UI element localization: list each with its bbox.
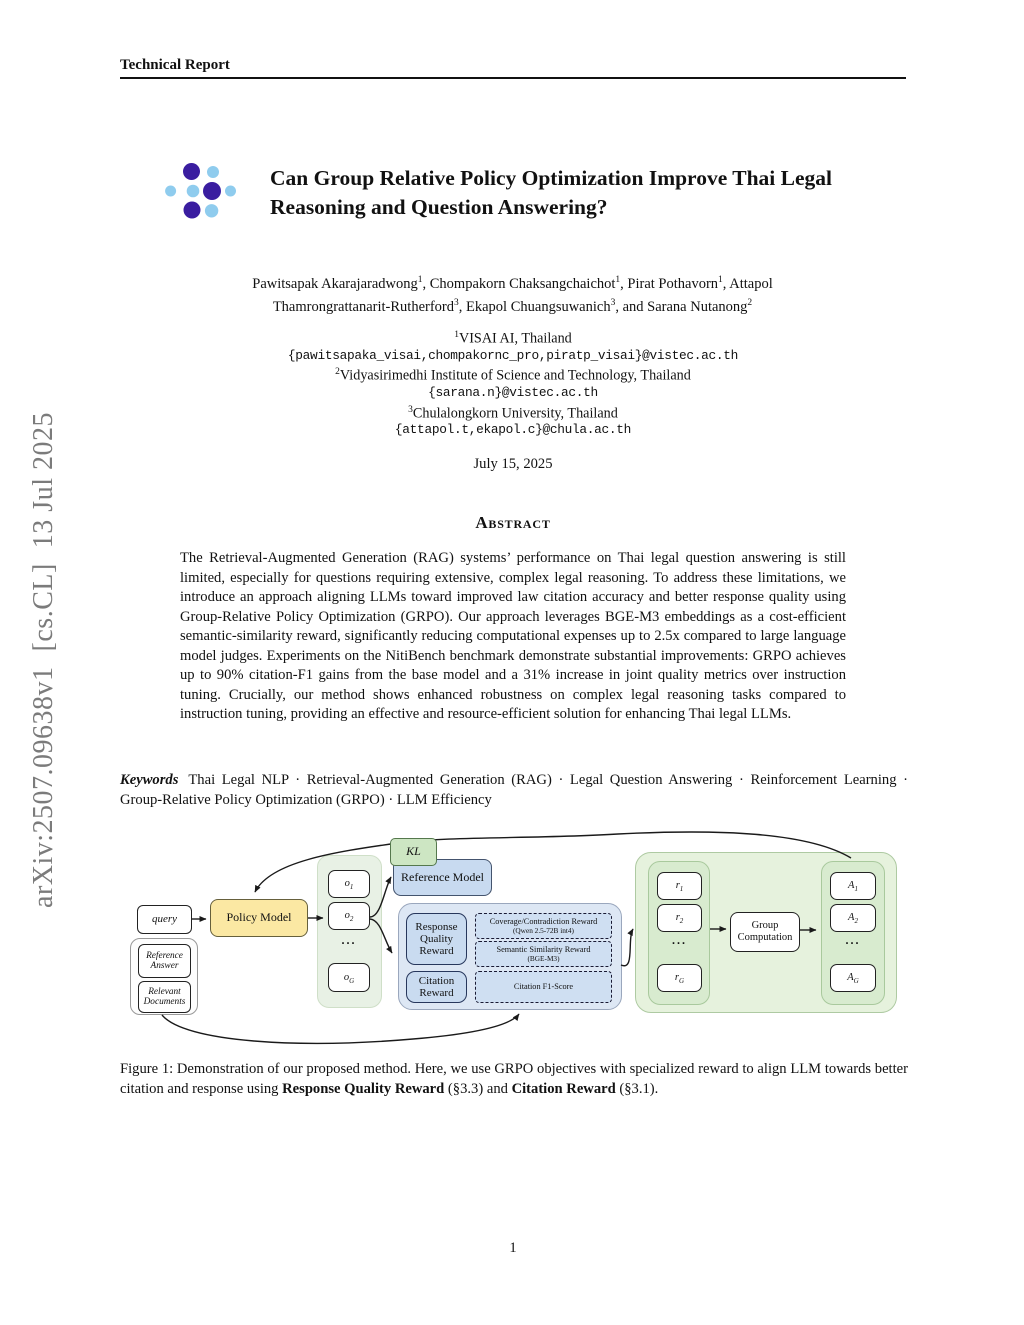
arrow-output-to-reference-model <box>370 877 391 917</box>
output-oG-box: $o_G$ <box>328 963 370 992</box>
figure-caption <box>120 1060 908 1099</box>
abstract-text: The Retrieval-Augmented Generation (RAG) systems’ performance on Thai legal question answering is still limited, especially for questions requiring extensive, complex legal reasoning. To address these limitations, we introduce an approach aligning LLMs toward improved law citation accuracy and better response quality using Group-Relative Policy Optimization (GRPO). Our approach leverages BGE-M3 embeddings as a cost-efficient semantic-similarity reward, significantly reducing computational expenses up to 2.5x compared to large language model judges. Experiments on the NitiBench benchmark demonstrate substantial improvements: GRPO achieves up to 90% citation-F1 gains from the base model and a 31% increase in joint quality metrics over instruction tuning. Crucially, our method shows enhanced robustness on complex legal reasoning tasks compared to instruction tuning, providing an effective and resource-efficient solution for enhancing Thai legal LLMs. <box>180 550 846 723</box>
advantage-a1-box: $A_1$ <box>830 872 876 900</box>
visai-logo-icon <box>158 156 240 222</box>
rewards-ellipsis: ... <box>672 933 687 948</box>
author-name: , Attapol Thamrongrattanarit-Rutherford <box>272 275 773 316</box>
affiliation-name: VISAI AI, Thailand <box>458 330 572 347</box>
paper-date: July 15, 2025 <box>473 456 553 472</box>
logo-dot <box>184 202 201 219</box>
author-affil-sup: 1 <box>718 275 723 285</box>
author-affil-sup: 3 <box>610 298 616 309</box>
output-o1-box: $o_1$ <box>328 870 370 898</box>
caption-text: (§3.3) and <box>444 1080 512 1097</box>
affiliation-sup: 3 <box>408 404 413 415</box>
author-name: , and Sarana Nutanong <box>615 299 748 316</box>
paper-title: Can Group Relative Policy Optimization Improve Thai Legal Reasoning and Question Answering? <box>270 166 832 219</box>
affiliation-email: {pawitsapaka_visai,chompakornc_pro,piratp_visai}@vistec.ac.th <box>287 347 739 363</box>
logo-dot <box>207 166 219 178</box>
coverage-contradiction-reward-box: Coverage/Contradiction Reward (Qwen 2.5-72B int4) <box>475 913 612 939</box>
author-affil-sup: 1 <box>417 275 423 285</box>
affiliation-name: Chulalongkorn University, Thailand <box>412 405 618 422</box>
advantages-ellipsis: ... <box>845 933 861 948</box>
keywords-label: Keywords <box>120 772 179 788</box>
response-quality-reward-box: Response Quality Reward <box>406 913 467 965</box>
affiliation-email: {attapol.t,ekapol.c}@chula.ac.th <box>394 422 632 438</box>
author-name: , Ekapol Chuangsuwanich <box>458 299 611 316</box>
arxiv-watermark: arXiv:2507.09638v1 [cs.CL] 13 Jul 2025 <box>28 412 59 908</box>
reward-r2-box: $r_2$ <box>657 904 702 932</box>
advantage-aG-box: $A_G$ <box>830 964 876 992</box>
arrow-output-to-rewards <box>370 919 392 953</box>
reference-model-box: Reference Model <box>393 859 492 896</box>
abstract-heading: Abstract <box>475 513 551 532</box>
logo-dot <box>203 182 221 200</box>
author-affil-sup: 3 <box>454 298 459 309</box>
reward-rG-box: $r_G$ <box>657 964 702 992</box>
logo-dot <box>205 204 218 217</box>
relevant-documents-box: Relevant Documents <box>138 981 191 1013</box>
author-name: , Pirat Pothavorn <box>620 275 719 292</box>
output-o2-box: $o_2$ <box>328 902 370 930</box>
caption-bold-citation-reward: Citation Reward <box>511 1080 616 1097</box>
header-rule <box>120 77 906 79</box>
figure-1-diagram <box>118 828 910 1054</box>
caption-bold-response-quality-reward: Response Quality Reward <box>282 1080 445 1097</box>
author-list <box>205 271 820 318</box>
affiliation-line <box>120 327 906 348</box>
arrow-rewards-to-r <box>621 929 633 966</box>
semantic-similarity-reward-box: Semantic Similarity Reward (BGE-M3) <box>475 941 612 967</box>
policy-model-box: Policy Model <box>210 899 308 937</box>
affiliation-sup: 1 <box>454 330 459 340</box>
affiliation-line <box>120 364 906 385</box>
advantage-a2-box: $A_2$ <box>830 904 876 932</box>
citation-reward-box: Citation Reward <box>406 971 467 1003</box>
query-box: query <box>137 905 192 934</box>
header-technical-report: Technical Report <box>120 57 230 73</box>
page-number: 1 <box>509 1240 517 1256</box>
caption-text: Figure 1: Demonstration of our proposed method. Here, we use GRPO objectives with specialized reward to align LLM towards better citation and response using <box>120 1061 908 1097</box>
keywords-text: Thai Legal NLP · Retrieval-Augmented Generation (RAG) · Legal Question Answering · Reinforcement Learning · Group-Relative Policy Optimization (GRPO) · LLM Efficiency <box>120 772 908 808</box>
citation-f1-box: Citation F1-Score <box>475 971 612 1003</box>
reference-answer-box: Reference Answer <box>138 944 191 978</box>
caption-text: (§3.1). <box>615 1080 659 1097</box>
affiliation-name: Vidyasirimedhi Institute of Science and Technology, Thailand <box>339 368 691 385</box>
author-name: , Chompakorn Chaksangchaichot <box>422 275 616 292</box>
kl-box: KL <box>390 838 437 866</box>
affiliation-sup: 2 <box>335 367 340 378</box>
arrow-references-to-citation-reward <box>162 1014 519 1043</box>
keywords-line <box>120 771 908 810</box>
author-name: Pawitsapak Akarajaradwong <box>252 275 418 292</box>
author-affil-sup: 1 <box>615 275 621 285</box>
author-affil-sup: 2 <box>747 298 753 309</box>
affiliation-line <box>120 402 906 423</box>
logo-dot <box>183 163 200 180</box>
group-computation-box: Group Computation <box>730 912 800 952</box>
affiliation-email: {sarana.n}@vistec.ac.th <box>428 384 598 400</box>
logo-dot <box>165 186 176 197</box>
reward-r1-box: $r_1$ <box>657 872 702 900</box>
logo-dot <box>225 186 236 197</box>
outputs-ellipsis: ... <box>341 933 357 948</box>
affiliation-block <box>120 327 906 439</box>
logo-dot <box>187 185 200 198</box>
